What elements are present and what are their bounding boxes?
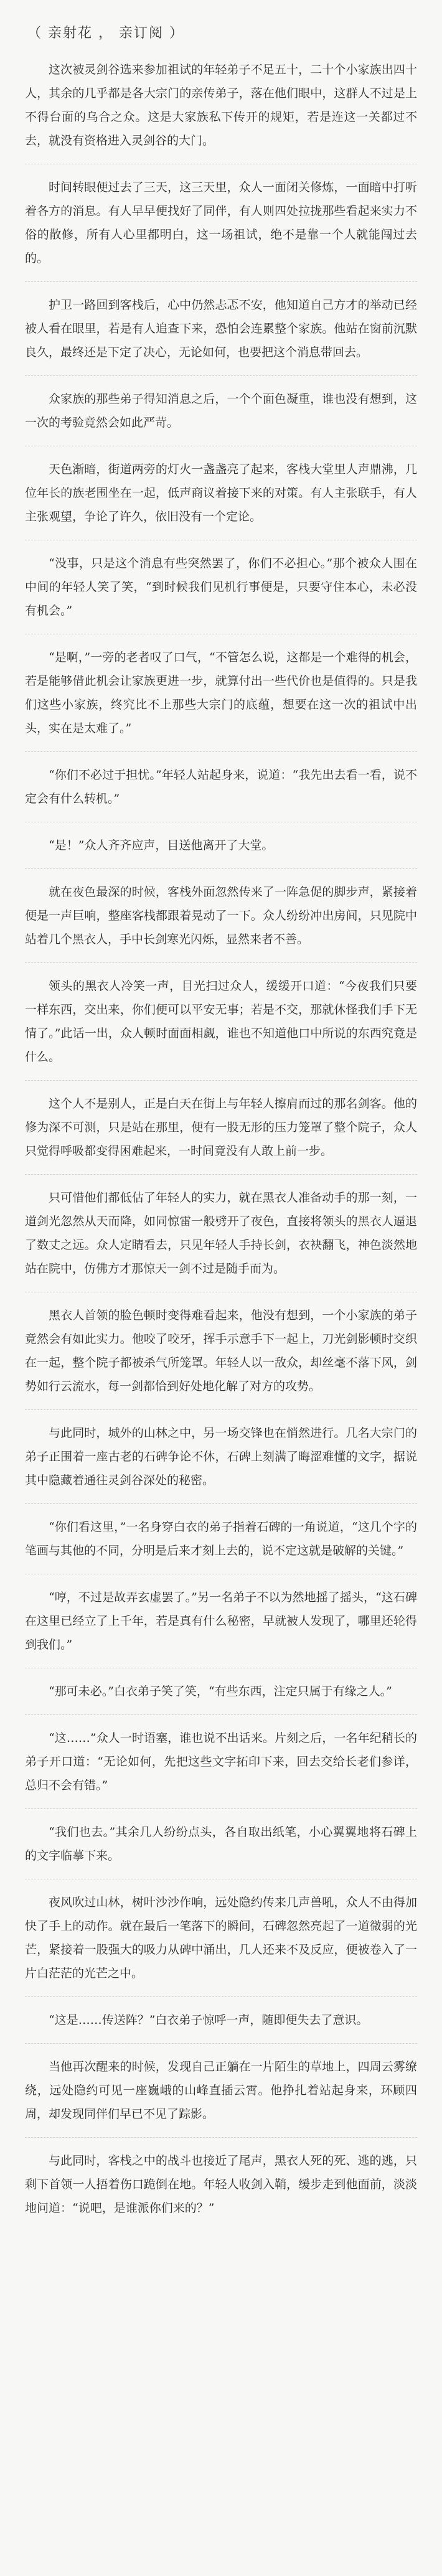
paragraph: “那可未必。”白衣弟子笑了笑，“有些东西，注定只属于有缘之人。” (49, 1685, 392, 1698)
paragraph-divider (25, 2137, 417, 2138)
paragraph: 夜风吹过山林，树叶沙沙作响，远处隐约传来几声兽吼，众人不由得加快了手上的动作。就在最后一笔落下的瞬间，石碑忽然亮起了一道微弱的光芒，紧接着一股强大的吸力从碑中涌出，几人还来不及反应，便被卷入了一片白茫茫的光芒之中。 (25, 1896, 417, 1980)
paragraph-divider (25, 1409, 417, 1410)
paragraph: 只可惜他们都低估了年轻人的实力，就在黑衣人准备动手的那一刻，一道剑光忽然从天而降，如同惊雷一般劈开了夜色，直接将领头的黑衣人逼退了数丈之远。众人定睛看去，只见年轻人手持长剑，衣袂翻飞，神色淡然地站在院中，仿佛方才那惊天一剑不过是随手而为。 (25, 1191, 417, 1276)
paragraph-divider (25, 2043, 417, 2044)
paragraph: “你们看这里，”一名身穿白衣的弟子指着石碑的一角说道，“这几个字的笔画与其他的不同，分明是后来才刻上去的，说不定这就是破解的关键。” (25, 1520, 417, 1558)
paragraph: “这……”众人一时语塞，谁也说不出话来。片刻之后，一名年纪稍长的弟子开口道：“无论如何，先把这些文字拓印下来，回去交给长老们参详，总归不会有错。” (25, 1731, 417, 1792)
paragraph: 这次被灵剑谷选来参加祖试的年轻弟子不足五十，二十个小家族出四十人，其余的几乎都是各大宗门的亲传弟子，落在他们眼中，这群人不过是上不得台面的乌合之众。这是大家族私下传开的规矩，若是连这一关都过不去，就没有资格进入灵剑谷的大门。 (25, 63, 417, 148)
paragraph: 当他再次醒来的时候，发现自己正躺在一片陌生的草地上，四周云雾缭绕，远处隐约可见一座巍峨的山峰直插云霄。他挣扎着站起身来，环顾四周，却发现同伴们早已不见了踪影。 (25, 2060, 417, 2121)
paragraph: 这个人不是别人，正是白天在街上与年轻人擦肩而过的那名剑客。他的修为深不可测，只是站在那里，便有一股无形的压力笼罩了整个院子，众人只觉得呼吸都变得困难起来，一时间竟没有人敢上前一步。 (25, 1097, 417, 1158)
paragraph: “没事，只是这个消息有些突然罢了，你们不必担心。”那个被众人围在中间的年轻人笑了笑，“到时候我们见机行事便是，只要守住本心，未必没有机会。” (25, 557, 417, 618)
paragraph: “哼，不过是故弄玄虚罢了。”另一名弟子不以为然地摇了摇头，“这石碑在这里已经立了上千年，若是真有什么秘密，早就被人发现了，哪里还轮得到我们。” (25, 1591, 417, 1652)
paragraph: 就在夜色最深的时候，客栈外面忽然传来了一阵急促的脚步声，紧接着便是一声巨响，整座客栈都跟着晃动了一下。众人纷纷冲出房间，只见院中站着几个黑衣人，手中长剑寒光闪烁，显然来者不善。 (25, 885, 417, 946)
paragraph: “这是……传送阵？”白衣弟子惊呼一声，随即便失去了意识。 (49, 2013, 369, 2027)
paragraph: 领头的黑衣人冷笑一声，目光扫过众人，缓缓开口道：“今夜我们只要一样东西，交出来，你们便可以平安无事；若是不交，那就休怪我们手下无情了。”此话一出，众人顿时面面相觑，谁也不知道他口中所说的东西究竟是什么。 (25, 979, 417, 1064)
paragraph: “你们不必过于担忧。”年轻人站起身来，说道：“我先出去看一看，说不定会有什么转机。” (25, 768, 417, 806)
paragraph-divider (25, 1808, 417, 1809)
paragraph-divider (25, 281, 417, 282)
paragraph-divider (25, 1714, 417, 1715)
paragraph: “是！”众人齐齐应声，目送他离开了大堂。 (49, 839, 274, 852)
paragraph-divider (25, 751, 417, 752)
document-body (25, 58, 417, 2220)
paragraph: “我们也去。”其余几人纷纷点头，各自取出纸笔，小心翼翼地将石碑上的文字临摹下来。 (25, 1825, 417, 1863)
paragraph-divider (25, 1503, 417, 1504)
paragraph-divider (25, 1174, 417, 1175)
paragraph-divider (25, 1996, 417, 1997)
paragraph: 黑衣人首领的脸色顿时变得难看起来，他没有想到，一个小家族的弟子竟然会有如此实力。他咬了咬牙，挥手示意手下一起上，刀光剑影顿时交织在一起，整个院子都被杀气所笼罩。年轻人以一敌众，却丝毫不落下风，剑势如行云流水，每一剑都恰到好处地化解了对方的攻势。 (25, 1309, 417, 1393)
paragraph: 时间转眼便过去了三天，这三天里，众人一面闭关修炼，一面暗中打听着各方的消息。有人早早便找好了同伴，有人则四处拉拢那些看起来实力不俗的散修，所有人心里都明白，这一场祖试，绝不是靠一个人就能闯过去的。 (25, 181, 417, 265)
paragraph: 天色渐暗，街道两旁的灯火一盏盏亮了起来，客栈大堂里人声鼎沸，几位年长的族老围坐在一起，低声商议着接下来的对策。有人主张联手，有人主张观望，争论了许久，依旧没有一个定论。 (25, 463, 417, 524)
paragraph-divider (25, 868, 417, 869)
paragraph: 与此同时，客栈之中的战斗也接近了尾声，黑衣人死的死、逃的逃，只剩下首领一人捂着伤口跪倒在地。年轻人收剑入鞘，缓步走到他面前，淡淡地问道：“说吧，是谁派你们来的？” (25, 2154, 417, 2215)
paragraph: 与此同时，城外的山林之中，另一场交锋也在悄然进行。几名大宗门的弟子正围着一座古老的石碑争论不休，石碑上刻满了晦涩难懂的文字，据说其中隐藏着通往灵剑谷深处的秘密。 (25, 1426, 417, 1487)
paragraph-divider (25, 962, 417, 963)
paragraph: 护卫一路回到客栈后，心中仍然忐忑不安，他知道自己方才的举动已经被人看在眼里，若是有人追查下来，恐怕会连累整个家族。他站在窗前沉默良久，最终还是下定了决心，无论如何，也要把这个消息带回去。 (25, 298, 417, 359)
paragraph-divider (25, 1080, 417, 1081)
paragraph-divider (25, 375, 417, 376)
document-header: （ 亲射花 ， 亲订阅 ） (27, 26, 184, 41)
paragraph: “是啊，”一旁的老者叹了口气，“不管怎么说，这都是一个难得的机会，若是能够借此机会让家族更进一步，就算付出一些代价也是值得的。只是我们这些小家族，终究比不上那些大宗门的底蕴，想要在这一次的祖试中出头，实在是太难了。” (25, 651, 417, 735)
paragraph: 众家族的那些弟子得知消息之后，一个个面色凝重，谁也没有想到，这一次的考验竟然会如此严苛。 (25, 392, 417, 430)
